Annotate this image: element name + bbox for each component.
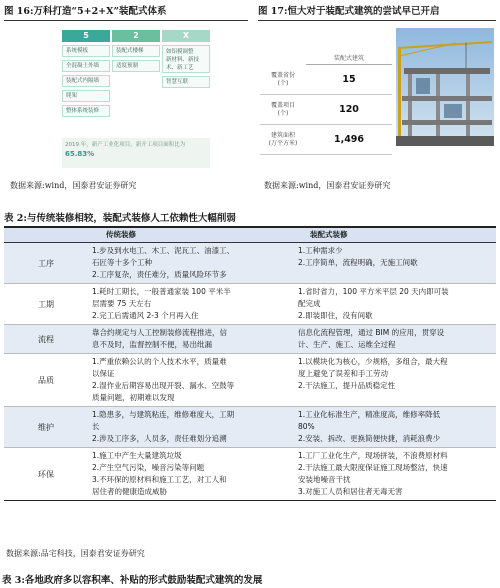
cell-line: 2.涉及工序多，人员多，责任难划分追溯 — [92, 434, 227, 443]
cell-line: 以保证 — [92, 369, 115, 378]
cell-line: 居住者的健康造成威胁 — [92, 487, 167, 496]
fig16-cell-line: 术、新工艺 — [166, 65, 194, 71]
cell-line: 计、生产、施工、运维全过程 — [298, 340, 396, 349]
fig17-table-header: 装配式建筑 — [306, 52, 392, 65]
table2-source: 数据来源:品宅科技，国泰君安证券研究 — [6, 549, 145, 558]
table-header-prefab: 装配式装修 — [310, 230, 348, 239]
fig16-title: 图 16:万科打造“5+2+X”装配式体系 — [4, 6, 167, 17]
fig17-label-unit: (万平方米) — [268, 139, 298, 147]
table-row — [4, 325, 496, 354]
fig16-diagram — [62, 30, 210, 168]
traditional-cell — [88, 243, 292, 283]
prefab-cell — [292, 243, 496, 283]
fig16-column-header: X — [162, 30, 210, 42]
fig16-summary-percent: 65.83% — [65, 150, 95, 158]
fig16-cell: 装配式内隔墙 — [62, 75, 110, 87]
cell-line: 息不及时，监督控制不便，易出纰漏 — [92, 340, 212, 349]
fig17-row — [260, 125, 392, 155]
cell-line: 2.工序复杂，责任难分，质量风险环节多 — [92, 270, 227, 279]
row-category: 环保 — [38, 469, 54, 479]
construction-crane-illustration — [396, 28, 494, 146]
fig16-column-x — [162, 30, 210, 138]
comparison-table — [4, 226, 496, 501]
fig17-row-label — [260, 72, 306, 88]
cell-line: 2.即装即住，没有间歇 — [298, 311, 373, 320]
cell-line: 2.干法施工最大限度保证施工现场整洁，快速 — [298, 463, 448, 472]
fig17-row-label — [260, 102, 306, 118]
cell-line: 1.步及到水电工、木工、泥瓦工、油漆工、 — [92, 246, 235, 255]
cell-line: 1.隐患多，与建筑粘连，维修难度大，工期 — [92, 410, 235, 419]
row-category: 工期 — [38, 299, 54, 309]
cell-line: 3.对施工人员和居住者无毒无害 — [298, 487, 403, 496]
fig16-column-2 — [112, 30, 160, 138]
cell-line: 3.不环保的原材料和施工工艺，对工人和 — [92, 475, 227, 484]
fig16-cell: 全混凝土外墙 — [62, 60, 110, 72]
row-category: 品质 — [38, 375, 54, 385]
cell-line: 2.完工后需通风 2-3 个月再入住 — [92, 311, 199, 320]
construction-site-photo — [396, 28, 494, 146]
table-header-row — [4, 228, 496, 243]
traditional-cell — [88, 407, 292, 447]
cell-line: 靠合约规定与人工控制装修流程推进，信 — [92, 328, 227, 337]
cell-line: 1.工业化标准生产，精准度高，维修率降低 — [298, 410, 441, 419]
figure16-source: 数据来源:wind，国泰君安证券研究 — [10, 181, 137, 190]
table2-title: 表 2:与传统装修相较，装配式装修人工依赖性大幅削弱 — [4, 213, 236, 224]
fig16-column-header: 5 — [62, 30, 110, 42]
cell-line: 2.干法施工，提升品质稳定性 — [298, 381, 396, 390]
fig16-cell: 装配式楼梯 — [112, 45, 160, 57]
fig16-cell: 智慧互联 — [162, 76, 210, 88]
traditional-cell — [88, 448, 292, 500]
fig16-rule — [4, 20, 248, 21]
fig17-row-value: 120 — [339, 104, 359, 115]
table-row — [4, 407, 496, 448]
prefab-cell — [292, 354, 496, 406]
traditional-cell — [88, 325, 292, 353]
fig17-row-value: 1,496 — [333, 134, 365, 145]
cell-line: 2.湿作业后期容易出现开裂、漏水、空鼓等 — [92, 381, 235, 390]
prefab-cell — [292, 284, 496, 324]
fig16-cell: 整体系统装修 — [62, 105, 110, 117]
cell-line: 1.工厂工业化生产，现场拼装，不浪费原材料 — [298, 451, 448, 460]
fig17-label-unit: (个) — [277, 109, 289, 117]
figure17-source: 数据来源:wind，国泰君安证券研究 — [264, 181, 391, 190]
fig17-row — [260, 95, 392, 125]
cell-line: 2.工序简单，流程明确，无施工间歇 — [298, 258, 418, 267]
table-header-traditional: 传统装修 — [106, 230, 136, 239]
fig16-cell-multiline — [162, 45, 210, 73]
cell-line: 配完成 — [298, 299, 321, 308]
cell-line: 80% — [298, 422, 315, 431]
table-row — [4, 354, 496, 407]
cell-line: 度上避免了误差和手工劳动 — [298, 369, 388, 378]
fig16-column-5 — [62, 30, 110, 138]
cell-line: 2.产生空气污染，噪音污染等问题 — [92, 463, 205, 472]
cell-line: 1.工种需求少 — [298, 246, 343, 255]
traditional-cell — [88, 354, 292, 406]
fig17-label-line: 建筑面积 — [270, 131, 295, 139]
fig16-column-header: 2 — [112, 30, 160, 42]
row-category: 流程 — [38, 334, 54, 344]
fig16-cell: 适度预制 — [112, 60, 160, 72]
cell-line: 安装地噪音干扰 — [298, 475, 351, 484]
prefab-cell — [292, 407, 496, 447]
cell-line: 1.严重依赖公认的个人技术水平，质量难 — [92, 357, 227, 366]
fig17-label-line: 覆盖省份 — [270, 71, 295, 79]
fig16-cell-line: 新材料、新技 — [166, 57, 200, 63]
fig17-rule — [258, 20, 496, 21]
fig17-row-label — [260, 132, 306, 148]
cell-line: 长 — [92, 422, 100, 431]
table-row — [4, 243, 496, 284]
cell-line: 1.省时省力，100 平方米平层 20 天内即可装 — [298, 287, 449, 296]
cell-line: 1.以模块化为核心，少规格，多组合，最大程 — [298, 357, 448, 366]
fig17-row — [260, 65, 392, 95]
fig16-summary-text: 2019 年，新产工业化项目，新开工项目面积比为 — [65, 142, 186, 148]
cell-line: 质量问题，初期难以发现 — [92, 393, 175, 402]
fig17-label-line: 覆盖项目 — [270, 101, 295, 109]
table3-title: 表 3:各地政府多以容积率、补贴的形式鼓励装配式建筑的发展 — [2, 575, 263, 586]
cell-line: 层需要 75 天左右 — [92, 299, 152, 308]
prefab-cell — [292, 325, 496, 353]
cell-line: 2.安装、拆改、更换简便快捷，消耗浪费少 — [298, 434, 441, 443]
fig17-title: 图 17:恒大对于装配式建筑的尝试早已开启 — [258, 6, 440, 17]
table-row — [4, 284, 496, 325]
cell-line: 1.施工中产生大量建筑垃圾 — [92, 451, 182, 460]
fig16-cell-line: 如铝模调整 — [166, 49, 194, 55]
cell-line: 1.耗时工期长，一般普通家装 100 平米半 — [92, 287, 231, 296]
row-category: 维护 — [38, 422, 54, 432]
fig16-cell: 爬架 — [62, 90, 110, 102]
cell-line: 石匠等十多个工种 — [92, 258, 152, 267]
fig17-label-unit: (个) — [277, 79, 289, 87]
table-row — [4, 448, 496, 500]
fig17-row-value: 15 — [342, 74, 356, 85]
fig16-cell: 系统模板 — [62, 45, 110, 57]
cell-line: 信息化流程管理，通过 BIM 的应用，贯穿设 — [298, 328, 445, 337]
prefab-cell — [292, 448, 496, 500]
fig17-stats-table — [260, 52, 392, 155]
fig16-summary — [62, 138, 210, 168]
traditional-cell — [88, 284, 292, 324]
row-category: 工序 — [38, 258, 54, 268]
